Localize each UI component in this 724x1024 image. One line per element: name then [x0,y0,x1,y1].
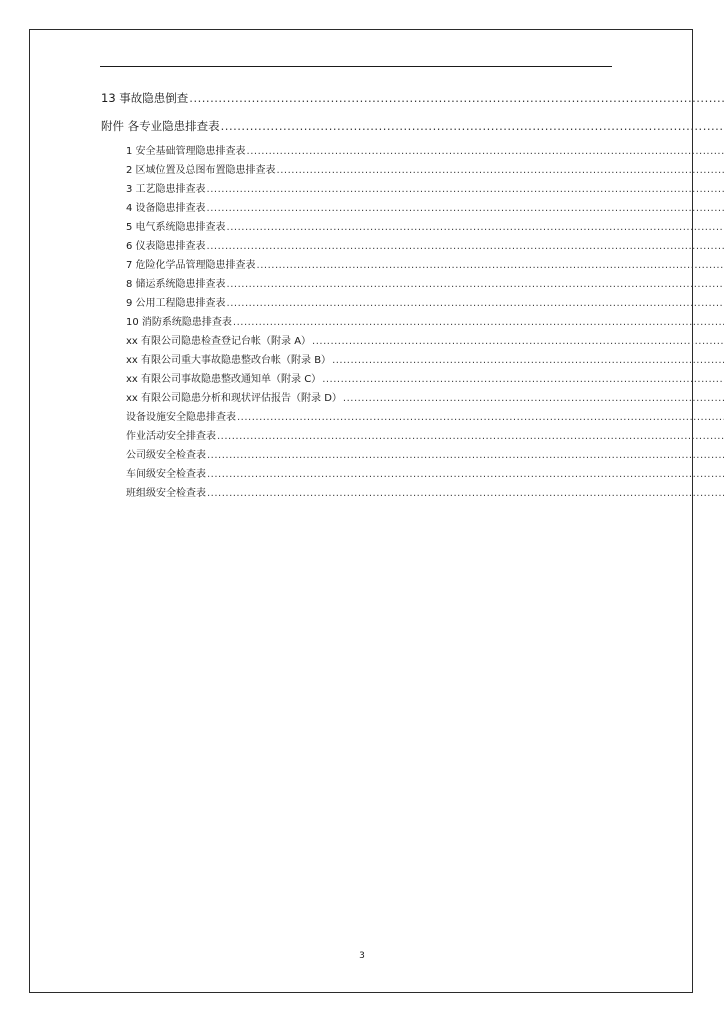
toc-entry-title: 班组级安全检查表 [126,488,206,499]
toc-sub-entry[interactable] [126,392,724,406]
toc-dot-leader [221,118,724,134]
toc-dot-leader [207,202,724,216]
toc-dot-leader [207,487,724,501]
toc-entry-title: 3 工艺隐患排查表 [126,184,206,195]
toc-sub-entry[interactable] [126,335,724,349]
toc-dot-leader [207,183,724,197]
header-rule [100,66,612,67]
toc-dot-leader [207,449,724,463]
toc-sub-entry[interactable] [126,373,724,387]
toc-dot-leader [237,411,724,425]
toc-entry-title: xx 有限公司隐患分析和现状评估报告（附录 D） [126,393,342,404]
toc-entry-title: 2 区域位置及总图布置隐患排查表 [126,165,276,176]
toc-dot-leader [322,373,724,387]
toc-entry-title: 附件 各专业隐患排查表 [101,119,220,133]
toc-sub-entry[interactable] [126,449,724,463]
toc-entry-title: 10 消防系统隐患排查表 [126,317,232,328]
toc-entry-13[interactable] [101,90,724,106]
toc-entry-title: 6 仪表隐患排查表 [126,241,206,252]
toc-dot-leader [247,145,724,159]
toc-dot-leader [257,259,724,273]
toc-entry-title: 设备设施安全隐患排查表 [126,412,236,423]
toc-sub-entry[interactable] [126,430,724,444]
toc-sub-entry[interactable] [126,221,724,235]
toc-sub-entry[interactable] [126,487,724,501]
toc-entry-appendix[interactable] [101,118,724,134]
toc-dot-leader [227,278,724,292]
toc-dot-leader [189,90,724,106]
toc-entry-title: 作业活动安全排查表 [126,431,216,442]
toc-entry-title: 4 设备隐患排查表 [126,203,206,214]
toc-entry-title: 车间级安全检查表 [126,469,206,480]
toc-sub-entry[interactable] [126,164,724,178]
toc-sub-entry[interactable] [126,411,724,425]
toc-sub-entry[interactable] [126,145,724,159]
toc-sub-entry[interactable] [126,297,724,311]
toc-entry-title: xx 有限公司事故隐患整改通知单（附录 C） [126,374,322,385]
toc-dot-leader [233,316,724,330]
toc-entry-title: 8 储运系统隐患排查表 [126,279,226,290]
toc-sub-entry[interactable] [126,278,724,292]
page-number: 3 [359,951,365,961]
toc-dot-leader [207,240,724,254]
toc-entry-title: 公司级安全检查表 [126,450,206,461]
toc-sub-entry[interactable] [126,183,724,197]
toc-dot-leader [277,164,724,178]
toc-entry-title: 9 公用工程隐患排查表 [126,298,226,309]
toc-sub-entry[interactable] [126,202,724,216]
toc-dot-leader [217,430,724,444]
toc-entry-title: xx 有限公司隐患检查登记台帐（附录 A） [126,336,312,347]
toc-entry-title: 13 事故隐患倒查 [101,91,189,105]
toc-dot-leader [312,335,724,349]
toc-entry-title: 5 电气系统隐患排查表 [126,222,226,233]
toc-dot-leader [227,221,724,235]
toc-entry-title: xx 有限公司重大事故隐患整改台帐（附录 B） [126,355,332,366]
toc-entry-title: 7 危险化学品管理隐患排查表 [126,260,256,271]
toc-dot-leader [207,468,724,482]
toc-dot-leader [227,297,724,311]
toc-sub-entry[interactable] [126,240,724,254]
toc-sub-entry[interactable] [126,316,724,330]
toc-sub-entry[interactable] [126,468,724,482]
toc-dot-leader [332,354,724,368]
toc-entry-title: 1 安全基础管理隐患排查表 [126,146,246,157]
toc-sub-entry[interactable] [126,259,724,273]
toc-dot-leader [343,392,724,406]
toc-sub-entry[interactable] [126,354,724,368]
